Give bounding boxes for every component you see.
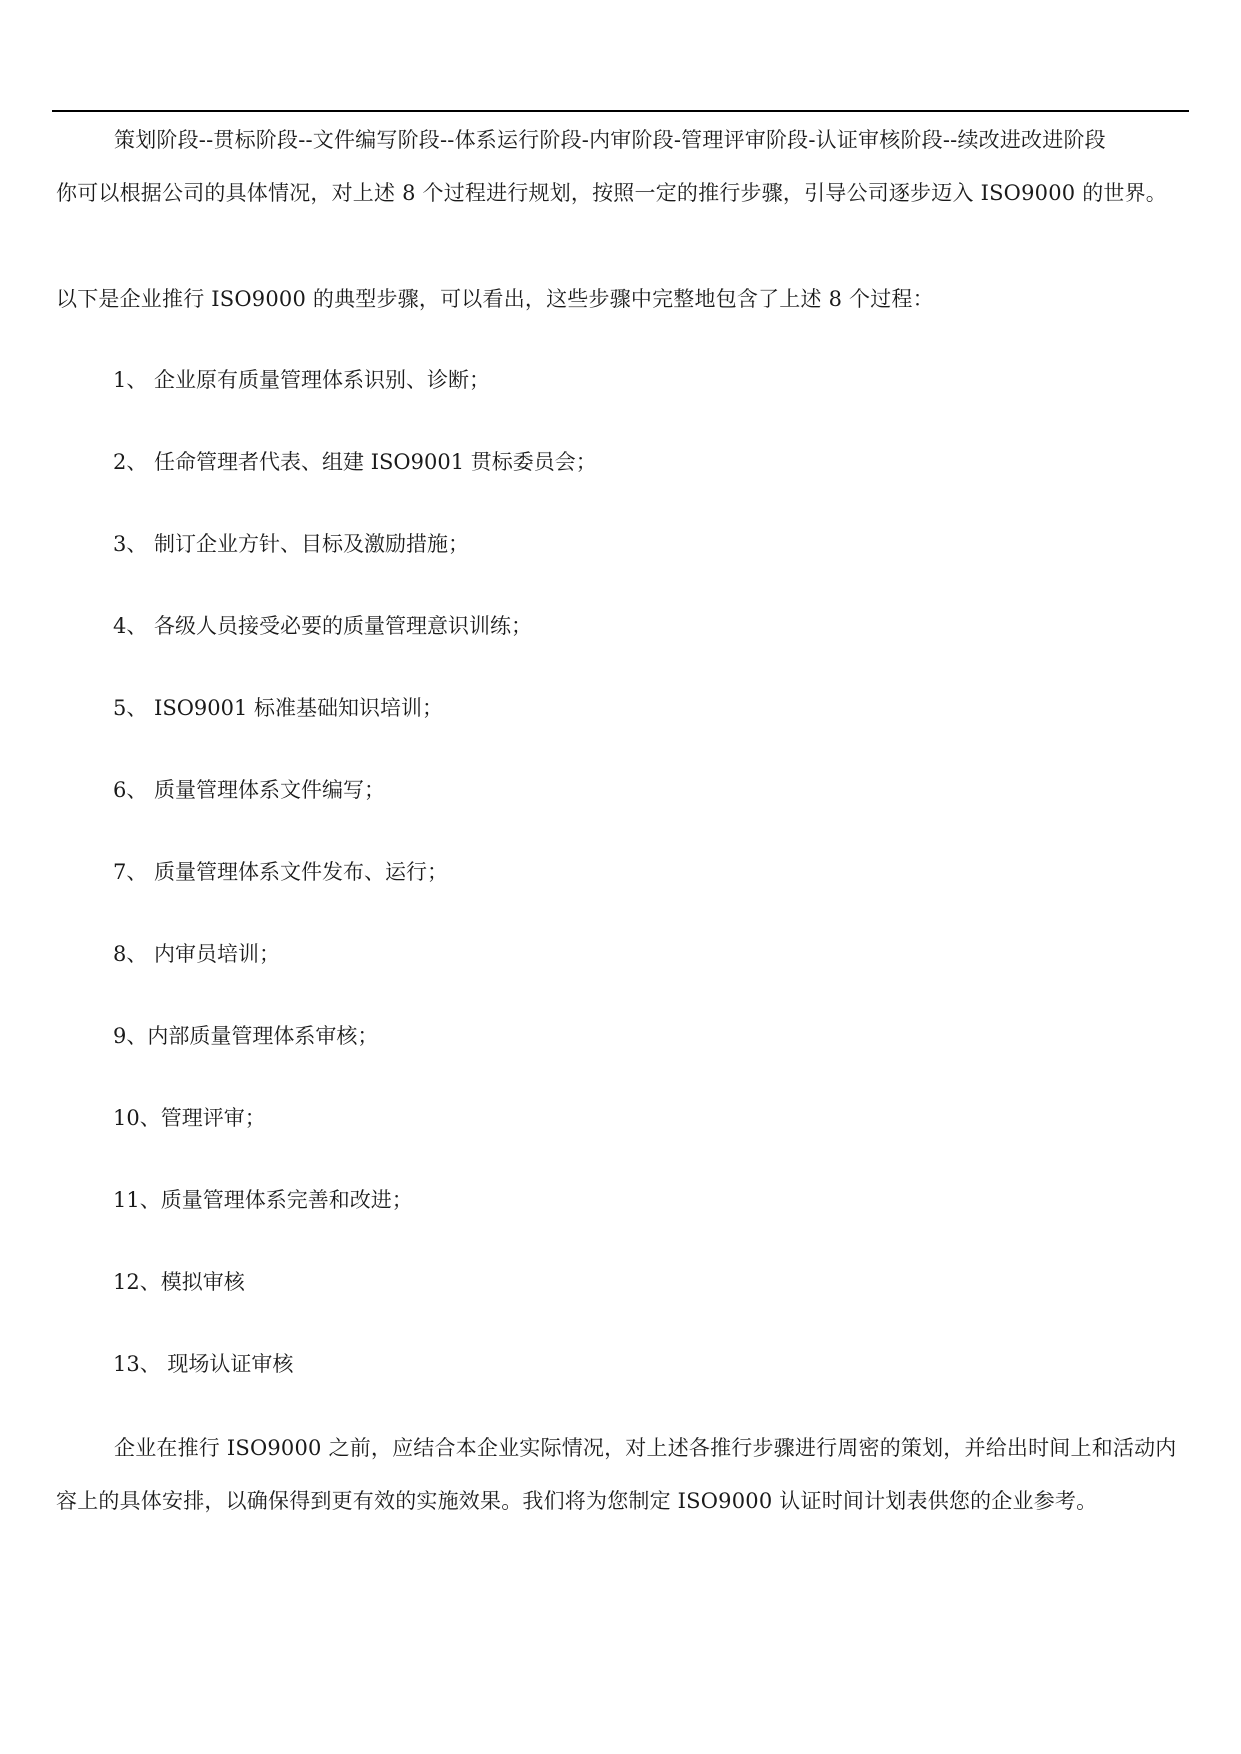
list-item: 9、内部质量管理体系审核； <box>113 1024 379 1048</box>
list-item: 12、模拟审核 <box>113 1270 245 1294</box>
list-item: 4、 各级人员接受必要的质量管理意识训练； <box>113 614 533 638</box>
intro-planning-paragraph: 你可以根据公司的具体情况，对上述 8 个过程进行规划，按照一定的推行步骤，引导公司逐步迈入 ISO9000 的世界。 <box>56 181 1167 205</box>
list-item: 11、质量管理体系完善和改进； <box>113 1188 413 1212</box>
list-item: 13、 现场认证审核 <box>113 1352 294 1376</box>
list-item: 2、 任命管理者代表、组建 ISO9001 贯标委员会； <box>113 450 597 474</box>
list-item: 7、 质量管理体系文件发布、运行； <box>113 860 449 884</box>
header-divider <box>52 110 1189 112</box>
list-item: 1、 企业原有质量管理体系识别、诊断； <box>113 368 491 392</box>
intro-steps-lead-paragraph: 以下是企业推行 ISO9000 的典型步骤，可以看出，这些步骤中完整地包含了上述 8 个过程： <box>56 287 934 311</box>
closing-paragraph: 企业在推行 ISO9000 之前，应结合本企业实际情况，对上述各推行步骤进行周密的策划，并给出时间上和活动内容上的具体安排，以确保得到更有效的实施效果。我们将为您制定 ISO9000 认证时间计划表供您的企业参考。 <box>56 1436 1177 1513</box>
list-item: 5、 ISO9001 标准基础知识培训； <box>113 696 444 720</box>
list-item: 6、 质量管理体系文件编写； <box>113 778 386 802</box>
steps-list <box>113 346 597 1412</box>
list-item: 3、 制订企业方针、目标及激励措施； <box>113 532 470 556</box>
list-item: 8、 内审员培训； <box>113 942 281 966</box>
intro-phases-paragraph: 策划阶段--贯标阶段--文件编写阶段--体系运行阶段-内审阶段-管理评审阶段-认证审核阶段--续改进改进阶段 <box>114 128 1106 152</box>
list-item: 10、管理评审； <box>113 1106 266 1130</box>
